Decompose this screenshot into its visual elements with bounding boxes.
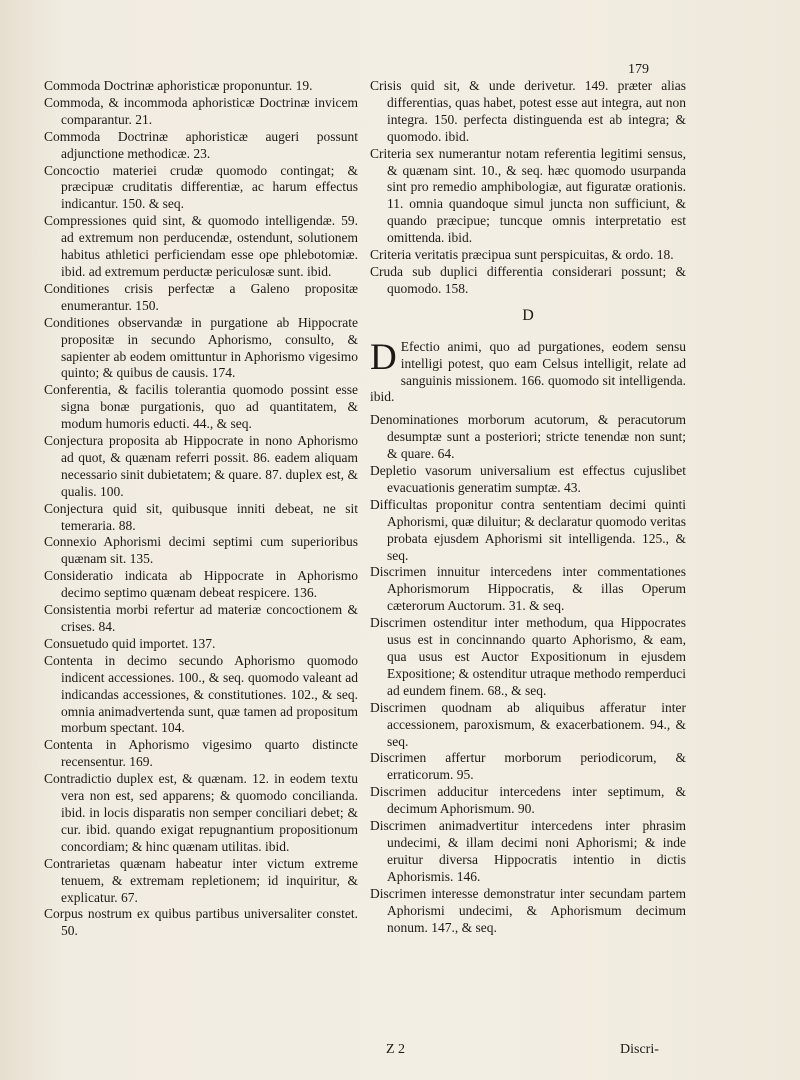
drop-cap: D: [370, 336, 397, 378]
index-entry: Compressiones quid sint, & quomodo intelligendæ. 59. ad extremum non perducendæ, ostendunt, solutionem habitus athletici perficiendam esse ope phlebotomiæ. ibid. ad extremum perductæ periculosæ sunt. ibid.: [44, 213, 358, 279]
index-entry: Contrarietas quænam habeatur inter victum extreme tenuem, & extremam repletionem; id inquiritur, & explicatur. 67.: [44, 855, 358, 905]
index-entry: Discrimen innuitur intercedens inter commentationes Aphorismorum Hippocratis, & illas Operum cæterorum Auctorum. 31. & seq.: [370, 564, 686, 614]
index-entry: Discrimen animadvertitur intercedens inter phrasim undecimi, & illam decimi noni Aphorismi; & inde eruitur diversa Hippocratis intentio in dictis Aphorismis. 146.: [370, 818, 686, 884]
index-entry: Cruda sub duplici differentia considerari possunt; & quomodo. 158.: [370, 263, 686, 296]
index-entry: Discrimen interesse demonstratur inter secundam partem Aphorismi undecimi, & Aphorismum decimum nonum. 147., & seq.: [370, 885, 686, 935]
index-entry: Commoda, & incommoda aphoristicæ Doctrinæ invicem comparantur. 21.: [44, 94, 358, 127]
index-column-right: [370, 78, 686, 936]
index-entry: Conjectura quid sit, quibusque inniti debeat, ne sit temeraria. 88.: [44, 500, 358, 533]
index-entry: Discrimen ostenditur inter methodum, qua Hippocrates usus est in concinnando quarto Aphorismo, & eam, qua usus est Auctor Expositionum in ejusdem Expositione; & ostenditur utraque methodo remperduci ad eundem finem. 68., & seq.: [370, 615, 686, 698]
index-entry: Difficultas proponitur contra sententiam decimi quinti Aphorismi, quæ diluitur; & declaratur quomodo veritas probata ejusdem Aphorismi sit intelligenda. 125., & seq.: [370, 496, 686, 563]
catchword: Discri-: [620, 1042, 659, 1057]
index-entry: Discrimen affertur morborum periodicorum, & erraticorum. 95.: [370, 750, 686, 783]
index-column-left: [44, 78, 358, 940]
index-entry: Discrimen quodnam ab aliquibus afferatur inter accessionem, paroxismum, & exacerbationem. 94., & seq.: [370, 699, 686, 749]
signature-mark: Z 2: [386, 1042, 406, 1057]
index-entry: Contradictio duplex est, & quænam. 12. in eodem textu vera non est, sed apparens; & quomodo concilianda. ibid. in locis disparatis non semper conciliari debet; & cur. ibid. quando exigat repugnantium propositionum concordiam; & hinc quænam utilitas. ibid.: [44, 771, 358, 854]
index-entry: Conditiones observandæ in purgatione ab Hippocrate propositæ in secundo Aphorismo, consulto, & sapienter ab eodem omittuntur in Aphorismo vigesimo quinto; & quibus de causis. 174.: [44, 314, 358, 381]
index-entry: Contenta in decimo secundo Aphorismo quomodo indicent accessiones. 100., & seq. quomodo valeant ad indicandas accessiones, & constitutiones. 102., & seq. omnia animadvertenda sunt, quæ tamen ad propositum morbum spectant. 104.: [44, 652, 358, 736]
index-entry: Concoctio materiei crudæ quomodo contingat; & præcipuæ cruditatis differentiæ, ac harum effectus indicantur. 150. & seq.: [44, 162, 358, 212]
dropcap-entry-text: Efectio animi, quo ad purgationes, eodem sensu intelligi potest, quo eam Celsus intelligit, relate ad sanguinis missionem. 166. quomodo sit intelligenda. ibid.: [370, 338, 686, 405]
index-entry: Conditiones crisis perfectæ a Galeno propositæ enumerantur. 150.: [44, 280, 358, 313]
index-entry-dropcap: [370, 336, 686, 407]
page-number: 179: [628, 62, 649, 77]
index-entry: Consideratio indicata ab Hippocrate in Aphorismo decimo septimo quænam debeat respicere. 136.: [44, 568, 358, 601]
index-entry: Discrimen adducitur intercedens inter septimum, & decimum Aphorismum. 90.: [370, 784, 686, 817]
index-entry: Commoda Doctrinæ aphoristicæ proponuntur. 19.: [44, 78, 313, 93]
index-entry: Contenta in Aphorismo vigesimo quarto distincte recensentur. 169.: [44, 737, 358, 770]
section-heading: D: [522, 306, 534, 324]
index-entry: Crisis quid sit, & unde derivetur. 149. præter alias differentias, quas habet, potest esse aut integra, aut non integra. 150. perfecta distinguenda est ab integra; & quomodo. ibid.: [370, 78, 686, 144]
index-entry: Depletio vasorum universalium est effectus cujuslibet evacuationis generatim sumptæ. 43.: [370, 463, 686, 495]
index-entry: Corpus nostrum ex quibus partibus universaliter constet. 50.: [44, 906, 358, 939]
index-entry: Consistentia morbi refertur ad materiæ concoctionem & crises. 84.: [44, 602, 358, 634]
index-entry: Connexio Aphorismi decimi septimi cum superioribus quænam sit. 135.: [44, 534, 358, 567]
index-entry: Criteria veritatis præcipua sunt perspicuitas, & ordo. 18.: [370, 247, 674, 263]
index-entry: Conjectura proposita ab Hippocrate in nono Aphorismo ad quot, & quænam referri possit. 86. eadem aliquam necessario sinit dubietatem; & quare. 87. duplex est, & qualis. 100.: [44, 433, 358, 499]
index-entry: Consuetudo quid importet. 137.: [44, 635, 216, 651]
index-entry: Criteria sex numerantur notam referentia legitimi sensus, & quænam sint. 10., & seq. hæc quomodo usurpanda sint pro remedio amphibologiæ, aut figuratæ orationis. 11. omnia quandoque simul juncta non sufficiunt, & quando præcipue; tuncque omnis interpretatio est omittenda. ibid.: [370, 145, 686, 246]
index-entry: Conferentia, & facilis tolerantia quomodo possint esse signa bonæ purgationis, quo ad quantitatem, & modum humoris educti. 44., & seq.: [44, 382, 358, 432]
index-entry: Denominationes morborum acutorum, & peracutorum desumptæ sunt a posteriori; stricte tenendæ non sunt; & quare. 64.: [370, 412, 686, 462]
index-entry: Commoda Doctrinæ aphoristicæ augeri possunt adjunctione methodicæ. 23.: [44, 128, 358, 161]
